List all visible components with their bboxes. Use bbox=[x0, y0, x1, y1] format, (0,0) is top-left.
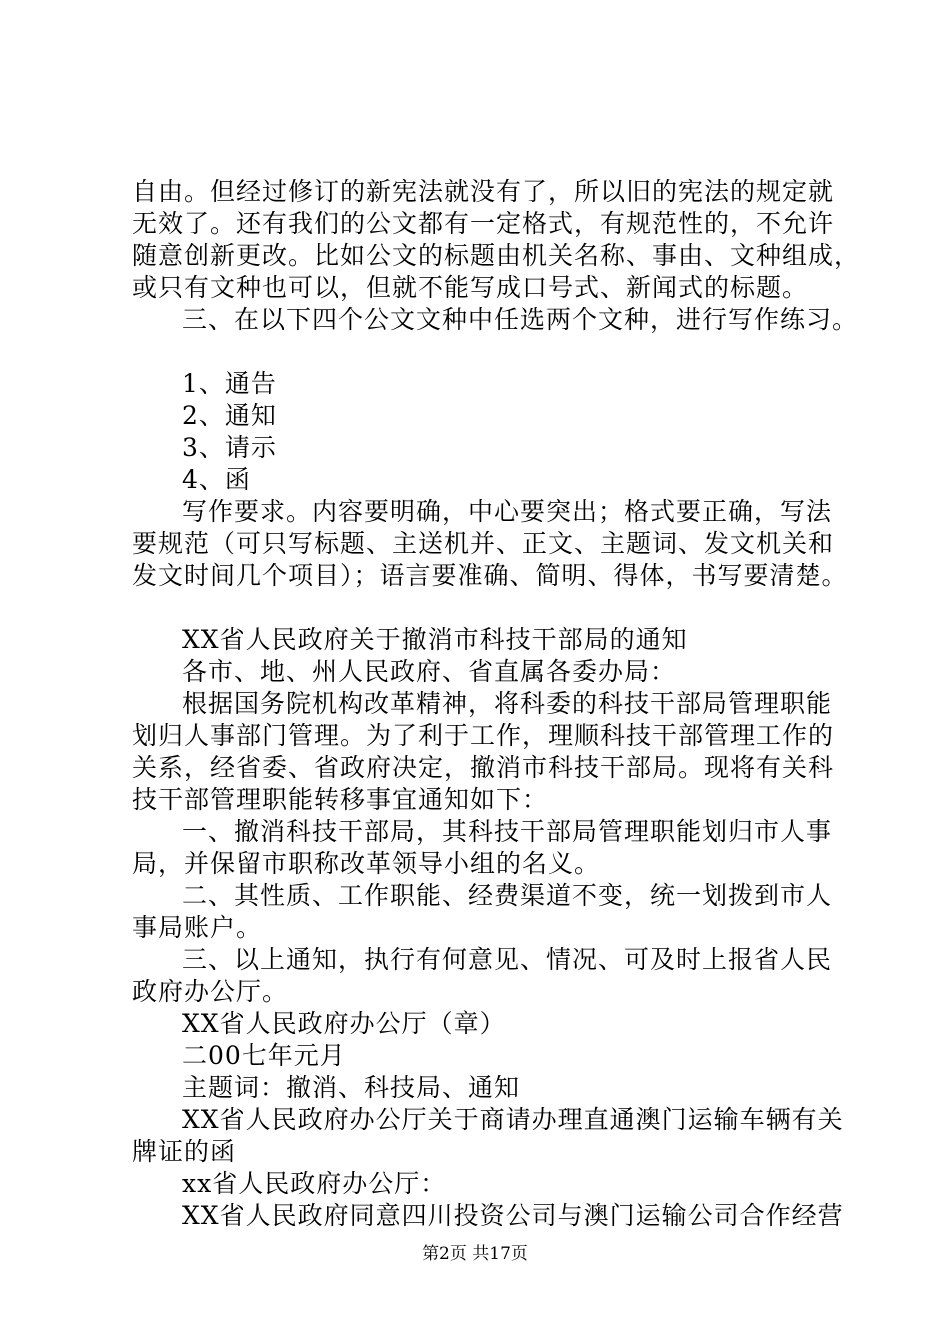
text-line: 事局账户。 bbox=[132, 913, 263, 942]
text-line: 二00七年元月 bbox=[182, 1041, 346, 1070]
text-line: 技干部管理职能转移事宜通知如下： bbox=[132, 785, 549, 814]
text-line: XX省人民政府办公厅关于商请办理直通澳门运输车辆有关 bbox=[182, 1105, 844, 1134]
text-line: 2、通知 bbox=[182, 401, 277, 430]
text-line: xx省人民政府办公厅： bbox=[182, 1169, 447, 1198]
text-line: 自由。但经过修订的新宪法就没有了，所以旧的宪法的规定就 bbox=[132, 177, 835, 206]
page-footer: 第2页 共17页 bbox=[422, 1244, 528, 1264]
text-line: 政府办公厅。 bbox=[132, 977, 289, 1006]
text-line: 各市、地、州人民政府、省直属各委办局： bbox=[182, 657, 677, 686]
document-body bbox=[132, 176, 861, 1232]
blank-line bbox=[132, 592, 852, 624]
text-line: 写作要求。内容要明确，中心要突出；格式要正确，写法 bbox=[182, 497, 833, 526]
text-line: 局，并保留市职称改革领导小组的名义。 bbox=[132, 849, 601, 878]
text-line: 发文时间几个项目）；语言要准确、简明、得体，书写要清楚。 bbox=[132, 561, 848, 590]
text-line: 要规范（可只写标题、主送机并、正文、主题词、发文机关和 bbox=[132, 529, 835, 558]
text-line: 1、通告 bbox=[182, 369, 277, 398]
text-line: 关系，经省委、省政府决定，撤消市科技干部局。现将有关科 bbox=[132, 753, 835, 782]
text-line: 随意创新更改。比如公文的标题由机关名称、事由、文种组成， bbox=[132, 241, 861, 270]
text-line: 三、在以下四个公文文种中任选两个文种，进行写作练习。 bbox=[182, 305, 859, 334]
text-line: 一、撤消科技干部局，其科技干部局管理职能划归市人事 bbox=[182, 817, 833, 846]
text-line: XX省人民政府办公厅（章） bbox=[182, 1009, 506, 1038]
text-line: 三、以上通知，执行有何意见、情况、可及时上报省人民 bbox=[182, 945, 833, 974]
text-line: 或只有文种也可以，但就不能写成口号式、新闻式的标题。 bbox=[132, 273, 809, 302]
text-line: 根据国务院机构改革精神，将科委的科技干部局管理职能 bbox=[182, 689, 833, 718]
text-line: 无效了。还有我们的公文都有一定格式，有规范性的，不允许 bbox=[132, 209, 835, 238]
text-line: XX省人民政府关于撤消市科技干部局的通知 bbox=[182, 625, 688, 654]
text-line: 主题词：撤消、科技局、通知 bbox=[182, 1073, 521, 1102]
text-line: 牌证的函 bbox=[132, 1137, 237, 1166]
text-line: XX省人民政府同意四川投资公司与澳门运输公司合作经营 bbox=[182, 1201, 844, 1230]
text-line: 4、函 bbox=[182, 465, 251, 494]
text-line: 3、请示 bbox=[182, 433, 277, 462]
blank-line bbox=[132, 336, 852, 368]
text-line: 二、其性质、工作职能、经费渠道不变，统一划拨到市人 bbox=[182, 881, 833, 910]
text-line: 划归人事部门管理。为了利于工作，理顺科技干部管理工作的 bbox=[132, 721, 835, 750]
